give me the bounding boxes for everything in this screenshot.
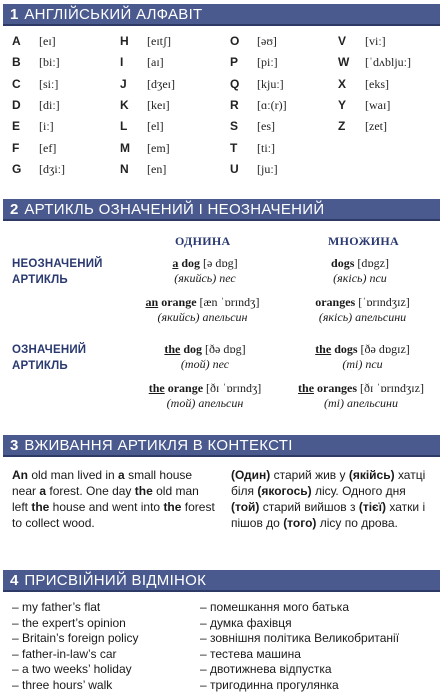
noun-word: oranges: [314, 381, 358, 395]
possessive-ukrainian: – двотижнева відпустка: [200, 662, 332, 677]
row-header-line: ОЗНАЧЕНИЙ: [12, 344, 87, 356]
letter: G: [12, 161, 22, 176]
section-header-articles: [3, 199, 440, 221]
possessive-ukrainian: – помешкання мого батька: [200, 600, 349, 614]
letter-pronunciation: [waɪ]: [365, 97, 391, 112]
letter-pronunciation: [zet]: [365, 119, 387, 134]
article-highlight: (Один): [231, 468, 271, 482]
noun-word: dogs: [331, 256, 355, 270]
text-segment: forest to collect wood.: [12, 500, 215, 530]
transcription: [ə dɒg]: [200, 256, 238, 270]
row-header-definite: [12, 342, 86, 374]
noun-word: oranges: [315, 295, 356, 309]
letter-pronunciation: [aɪ]: [147, 55, 164, 70]
letter: P: [230, 55, 239, 70]
letter: B: [12, 55, 21, 70]
letter: V: [338, 34, 347, 48]
possessive-ukrainian: – зовнішня політика Великобританії: [200, 631, 400, 646]
translation: (якісь) пси: [333, 271, 387, 285]
article-highlight: the: [31, 500, 50, 514]
letter-pronunciation: [ef]: [39, 140, 57, 155]
letter-pronunciation: [tiː]: [257, 140, 275, 155]
row-header-line: АРТИКЛЬ: [12, 360, 68, 372]
letter: N: [120, 161, 129, 176]
letter: J: [120, 76, 127, 91]
article-highlight: the: [134, 484, 153, 498]
letter-pronunciation: [siː]: [39, 76, 59, 91]
letter: S: [230, 119, 239, 134]
noun-word: dogs: [331, 342, 358, 356]
letter: U: [230, 161, 239, 176]
possessive-ukrainian: – тестева машина: [200, 646, 301, 661]
row-header-line: АРТИКЛЬ: [12, 274, 68, 286]
article-highlight: a: [39, 484, 47, 498]
usage-ukrainian-text: [231, 467, 436, 531]
translation: (ті) апельсини: [324, 396, 398, 410]
section-title: АНГЛІЙСЬКИЙ АЛФАВІТ: [24, 6, 203, 23]
letter: T: [230, 140, 238, 155]
letter-pronunciation: [em]: [147, 140, 170, 155]
row-header-indefinite: [12, 256, 103, 288]
transcription: [ðɪ ˈɒrɪndʒ]: [203, 381, 262, 395]
text-segment: small house near: [12, 468, 193, 498]
letter: L: [120, 119, 128, 134]
section-number: 4: [10, 572, 19, 589]
article-entry: [125, 381, 285, 411]
article-entry: [140, 256, 270, 286]
letter-pronunciation: [biː]: [39, 55, 60, 70]
letter: W: [338, 55, 350, 70]
possessive-english: – the expert’s opinion: [12, 615, 126, 630]
article-highlight: (якійсь): [348, 468, 395, 482]
text-segment: хатки і пішов до: [231, 500, 426, 530]
article-word: an: [145, 295, 159, 309]
section-header-usage: [3, 435, 440, 457]
column-header-plural: МНОЖИНА: [328, 234, 399, 248]
text-segment: старий жив у: [270, 468, 349, 482]
possessive-ukrainian: – тригодинна прогулянка: [200, 678, 339, 692]
letter-pronunciation: [kjuː]: [257, 76, 284, 91]
article-word: the: [148, 381, 165, 395]
section-title: ПРИСВІЙНИЙ ВІДМІНОК: [24, 572, 207, 589]
article-entry: [300, 256, 420, 286]
text-segment: хатці біля: [231, 468, 426, 498]
letter: E: [12, 119, 21, 134]
article-highlight: (тієї): [358, 500, 387, 514]
letter-pronunciation: [əʊ]: [257, 34, 277, 48]
letter: R: [230, 97, 239, 112]
section-title: АРТИКЛЬ ОЗНАЧЕНИЙ І НЕОЗНАЧЕНИЙ: [24, 201, 325, 218]
usage-english-text: [12, 467, 217, 531]
noun-word: dog: [180, 342, 203, 356]
section-header-alphabet: [3, 4, 440, 26]
letter-pronunciation: [keɪ]: [147, 97, 170, 112]
letter-pronunciation: [ˈdʌbljuː]: [365, 55, 411, 70]
letter: Y: [338, 97, 347, 112]
letter: D: [12, 97, 21, 112]
noun-word: dog: [178, 256, 201, 270]
letter: I: [120, 55, 124, 70]
transcription: [dɒgz]: [354, 256, 389, 270]
possessive-english: – father-in-law’s car: [12, 646, 117, 661]
text-segment: старий вийшов з: [259, 500, 359, 514]
transcription: [ˈɒrɪndʒɪz]: [355, 295, 410, 309]
letter: C: [12, 76, 21, 91]
text-segment: old man left: [12, 484, 199, 514]
possessive-english: – a two weeks’ holiday: [12, 662, 132, 677]
section-number: 3: [10, 437, 19, 454]
article-word: the: [315, 342, 332, 356]
letter-pronunciation: [es]: [257, 119, 275, 134]
row-header-line: НЕОЗНАЧЕНИЙ: [12, 258, 103, 270]
alphabet-grid: [0, 34, 444, 184]
text-segment: forest. One day: [46, 484, 135, 498]
article-entry: [125, 295, 280, 325]
translation: (той) пес: [180, 357, 230, 371]
noun-word: orange: [158, 295, 197, 309]
translation: (якийсь) апельсин: [157, 310, 248, 324]
column-header-singular: ОДНИНА: [175, 234, 231, 248]
possessive-english: – three hours’ walk: [12, 678, 113, 692]
letter: K: [120, 97, 129, 112]
section-number: 2: [10, 201, 19, 218]
article-word: the: [164, 342, 181, 356]
translation: (ті) пси: [342, 357, 383, 371]
section-number: 1: [10, 6, 19, 23]
letter: X: [338, 76, 347, 91]
letter-pronunciation: [el]: [147, 119, 164, 134]
letter-pronunciation: [ɑː(r)]: [257, 97, 287, 112]
text-segment: лісу. Одного дня: [311, 484, 406, 498]
letter-pronunciation: [piː]: [257, 55, 278, 70]
section-header-possessive: [3, 570, 440, 592]
article-highlight: (того): [283, 516, 317, 530]
possessive-english: – Britain’s foreign policy: [12, 631, 139, 646]
letter-pronunciation: [eɪ]: [39, 34, 56, 48]
letter-pronunciation: [diː]: [39, 97, 60, 112]
text-segment: house and went into: [49, 500, 164, 514]
article-entry: [282, 381, 440, 411]
letter-pronunciation: [en]: [147, 161, 167, 176]
article-highlight: (той): [231, 500, 260, 514]
letter: Z: [338, 119, 346, 134]
section-title: ВЖИВАННЯ АРТИКЛЯ В КОНТЕКСТІ: [24, 437, 293, 454]
letter: O: [230, 34, 240, 48]
article-word: a: [172, 256, 179, 270]
translation: (якийсь) пес: [174, 271, 236, 285]
possessive-english: – my father’s flat: [12, 600, 101, 614]
letter-pronunciation: [dʒeɪ]: [147, 76, 175, 91]
letter-pronunciation: [iː]: [39, 119, 54, 134]
article-highlight: An: [12, 468, 28, 482]
letter-pronunciation: [eks]: [365, 76, 389, 91]
letter-pronunciation: [eɪtʃ]: [147, 34, 171, 48]
possessive-ukrainian: – думка фахівця: [200, 615, 292, 630]
letter-pronunciation: [juː]: [257, 161, 278, 176]
letter: F: [12, 140, 20, 155]
text-segment: лісу по дрова.: [316, 516, 398, 530]
article-word: the: [298, 381, 315, 395]
letter: A: [12, 34, 21, 48]
translation: (якісь) апельсини: [318, 310, 407, 324]
article-entry: [135, 342, 275, 372]
transcription: [ðə dɒg]: [202, 342, 246, 356]
letter: Q: [230, 76, 240, 91]
article-highlight: the: [163, 500, 182, 514]
transcription: [æn ˈɒrɪndʒ]: [196, 295, 260, 309]
transcription: [ðɪ ˈɒrɪndʒɪz]: [357, 381, 424, 395]
article-entry: [295, 342, 430, 372]
article-entry: [290, 295, 435, 325]
translation: (той) апельсин: [166, 396, 244, 410]
article-highlight: (якогось): [257, 484, 312, 498]
article-highlight: a: [118, 468, 125, 482]
letter: M: [120, 140, 130, 155]
noun-word: orange: [164, 381, 204, 395]
letter-pronunciation: [viː]: [365, 34, 386, 48]
text-segment: old man lived in: [28, 468, 119, 482]
letter: H: [120, 34, 129, 48]
letter-pronunciation: [dʒiː]: [39, 161, 65, 176]
transcription: [ðə dɒgɪz]: [357, 342, 410, 356]
